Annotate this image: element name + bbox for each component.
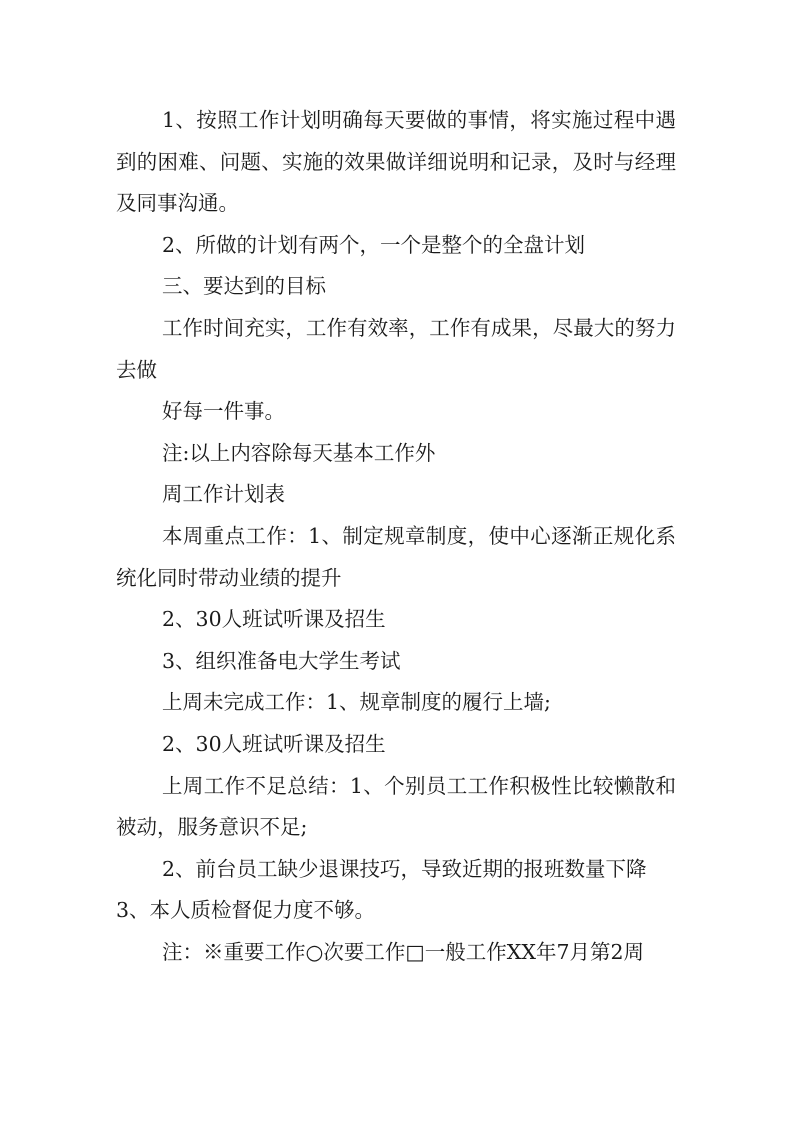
section-heading: 三、要达到的目标 xyxy=(162,274,326,299)
note-1: 注:以上内容除每天基本工作外 xyxy=(162,440,436,465)
paragraph-unfinished: 上周未完成工作：1、规章制度的履行上墙; xyxy=(162,690,551,715)
paragraph-key-work-2: 2、30人班试听课及招生 xyxy=(162,607,386,632)
paragraph-1: 1、按照工作计划明确每天要做的事情，将实施过程中遇到的困难、问题、实施的效果做详细说明和记录，及时与经理及同事沟通。 xyxy=(116,108,676,216)
paragraph-goal: 工作时间充实，工作有效率，工作有成果，尽最大的努力去做 xyxy=(116,315,676,382)
paragraph-shortcomings-2: 2、前台员工缺少退课技巧，导致近期的报班数量下降 xyxy=(162,856,647,881)
document-body xyxy=(116,100,676,973)
paragraph-2: 2、所做的计划有两个，一个是整个的全盘计划 xyxy=(162,232,586,257)
table-title: 周工作计划表 xyxy=(162,482,285,507)
paragraph-shortcomings-3: 3、本人质检督促力度不够。 xyxy=(116,898,376,923)
note-2: 注：※重要工作○次要工作□一般工作XX年7月第2周 xyxy=(162,939,645,964)
paragraph-key-work-3: 3、组织准备电大学生考试 xyxy=(162,648,401,673)
paragraph-key-work: 本周重点工作：1、制定规章制度，使中心逐渐正规化系统化同时带动业绩的提升 xyxy=(116,523,676,590)
paragraph-shortcomings: 上周工作不足总结：1、个别员工工作积极性比较懒散和被动，服务意识不足; xyxy=(116,773,676,840)
paragraph-unfinished-2: 2、30人班试听课及招生 xyxy=(162,731,386,756)
paragraph-goal-continued: 好每一件事。 xyxy=(162,399,285,424)
